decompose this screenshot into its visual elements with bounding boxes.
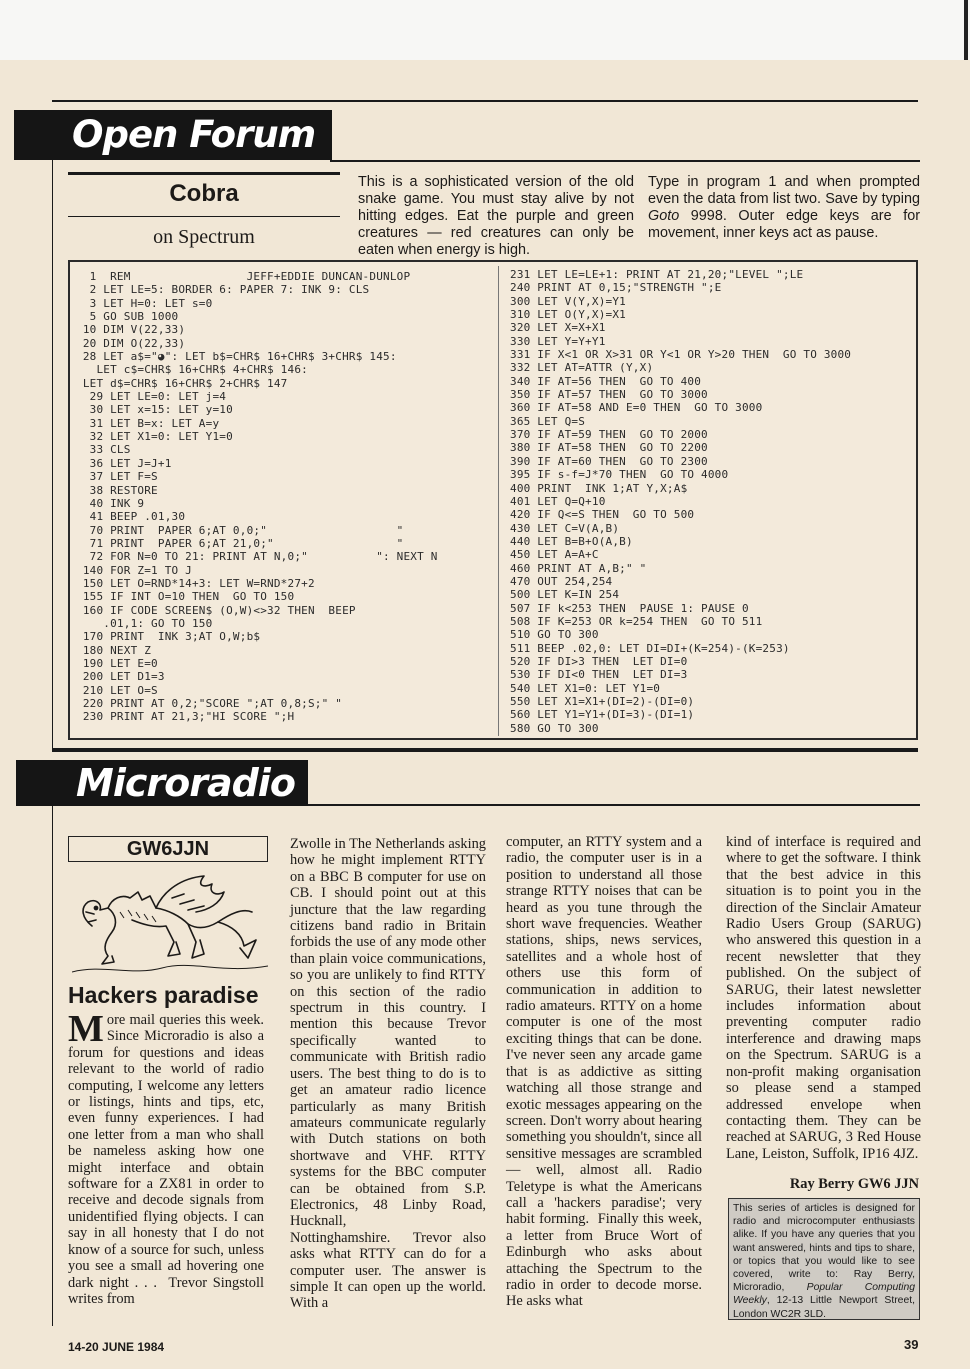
issue-date: 14-20 JUNE 1984 [68,1340,165,1354]
program-listing-right: 231 LET LE=LE+1: PRINT AT 21,20;"LEVEL ";LE 240 PRINT AT 0,15;"STRENGTH ";E 300 LET V(Y,X)=Y1 310 LET O(Y,X)=X1 320 LET X=X+X1 330 LET Y=Y+Y1 331 IF X<1 OR X>31 OR Y<1 OR Y>20 THEN GO TO 3000 332 LET AT=ATTR (Y,X) 340 IF AT=56 THEN GO TO 400 350 IF AT=57 THEN GO TO 3000 360 IF AT=58 AND E=0 THEN GO TO 3000 365 LET Q=S 370 IF AT=59 THEN GO TO 2000 380 IF AT=58 THEN GO TO 2200 390 IF AT=60 THEN GO TO 2300 395 IF s-f=J*70 THEN GO TO 4000 400 PRINT INK 1;AT Y,X;A$ 401 LET Q=Q+10 420 IF Q<=S THEN GO TO 500 430 LET C=V(A,B) 440 LET B=B+O(A,B) 450 LET A=A+C 460 PRINT AT A,B;" " 470 OUT 254,254 500 LET K=IN 254 507 IF k<253 THEN PAUSE 1: PAUSE 0 508 IF K=253 OR k=254 THEN GO TO 511 510 GO TO 300 511 BEEP .02,0: LET DI=DI+(K=254)-(K=253) 520 IF DI>3 THEN LET DI=0 530 IF DI<0 THEN LET DI=3 540 LET X1=0: LET Y1=0 550 LET X1=X1+(DI=2)-(DI=0) 560 LET Y1=Y1+(DI=3)-(DI=1) 580 GO TO 300 [510,268,852,735]
article-column-2: Zwolle in The Netherlands asking how he might implement RTTY on a BBC B computer for use on CB. I should point out at this juncture that the law regarding citizens band radio in Britain forbids the use of any mode other than plain voice communications, so you are unlikely to find RTTY on this section of the radio spectrum in this country. I mention this because Trevor specifically wanted to communicate with British radio users. The best thing to do is to get an amateur radio licence particularly as many British amateurs communicate regularly with Dutch stations on both shortwave and VHF. RTTY systems for the BBC computer can be obtained from S.P. Electronics, 48 Linby Road, Hucknall, Nottinghamshire. Trevor also asks what RTTY can do for a computer user. The answer is simple It can open up the world. With a [290,836,486,1312]
top-rule [52,100,918,102]
article-column-1 [68,1008,264,1307]
goto-keyword: Goto [648,208,680,224]
article-column-3: computer, an RTTY system and a radio, the computer user is in a position to understand all those strange RTTY noises that can be heard as you tune through the short wave frequencies. Weather stations, ships, news services, satellites and a whole host of others use this form of communication in addition to radio amateurs. RTTY on a home computer is one of the most exciting things that can be done. I've never seen any arcade game that is as addictive as sitting watching all those strange and exotic messages appearing on the screen. Don't worry about hearing something you shouldn't, since all sensitive messages are scrambled — well, almost all. Radio Teletype is what the Americans call a 'hackers paradise'; very habit forming. Finally this week, a letter from Bruce Wort of Edinburgh who asks about attaching the Spectrum to the radio in order to decode morse. He asks what [506,834,702,1310]
microradio-header-rule [308,804,920,806]
cobra-rule-mid [68,216,340,217]
microradio-banner [16,760,308,806]
page-number: 39 [904,1337,919,1352]
listing-column-divider [498,266,499,736]
note-text-a: This series of articles is designed for radio and microcomputer enthusiasts alike. If you have any queries that you want answered, hints and tips to share, or topics that you would like to see covered, write to: Ray Berry, Microradio, [733,1203,915,1294]
binding-edge [964,0,968,60]
header-rule [330,160,920,162]
article-column-4: kind of interface is required and where to get the software. I think that the best advice in this situation is to point you in the direction of the Sinclair Amateur Radio Users Group (SARUG) who answered this question in a recent newsletter that they published. On the subject of SARUG, their latest newsletter includes information about preventing computer radio interference and drawing maps on the Spectrum. SARUG is a non-profit making organisation so please send a stamped addressed envelope when contacting them. They can be reached at SARUG, 3 Red House Lane, Leiston, Suffolk, IP16 4JZ. [726,834,921,1162]
article-subtitle: on Spectrum [153,226,255,248]
publication-name: Popular Computing Weekly [733,1282,916,1307]
instructions-paragraph [648,174,920,242]
column-1-text: ore mail queries this week. Since Microradio is also a forum for questions and ideas relevant to the world of radio computing, I welcome any letters or listings, hints and tips, etc, even funny experiences. I had one letter from a man who shall be nameless asking how one might interface and obtain software for a ZX81 in order to receive and decode signals from unidentified flying objects. I can say in all honesty that I do not know of a source for such, unless you see a small ad hovering one dark night . . . Trevor Singstoll writes from [68,1012,264,1307]
section-title: Open Forum [72,113,316,156]
open-forum-banner [14,110,332,160]
microradio-margin-rule [52,806,53,1326]
microradio-headline: Hackers paradise [68,982,259,1008]
program-listing-left: 1 REM JEFF+EDDIE DUNCAN-DUNLOP 2 LET LE=5: BORDER 6: PAPER 7: INK 9: CLS 3 LET H=0: LET s=0 5 GO SUB 1000 10 DIM V(22,33) 20 DIM O(22,33) 28 LET a$="◕": LET b$=CHR$ 16+CHR$ 3+CHR$ 145: LET c$=CHR$ 16+CHR$ 4+CHR$ 146: LET d$=CHR$ 16+CHR$ 2+CHR$ 147 29 LET LE=0: LET j=4 30 LET x=15: LET y=10 31 LET B=x: LET A=y 32 LET X1=0: LET Y1=0 33 CLS 36 LET J=J+1 37 LET F=S 38 RESTORE 40 INK 9 41 BEEP .01,30 70 PRINT PAPER 6;AT 0,0;" " 71 PRINT PAPER 6;AT 21,0;" " 72 FOR N=0 TO 21: PRINT AT N,0;" ": NEXT N 140 FOR Z=1 TO J 150 LET O=RND*14+3: LET W=RND*27+2 155 IF INT O=10 THEN GO TO 150 160 IF CODE SCREEN$ (O,W)<>32 THEN BEEP .01,1: GO TO 150 170 PRINT INK 3;AT O,W;b$ 180 NEXT Z 190 LET E=0 200 LET D1=3 210 LET O=S 220 PRINT AT 0,2;"SCORE ";AT 0,8;S;" " 230 PRINT AT 21,3;"HI SCORE ";H [82,270,438,724]
section-rule [52,748,918,752]
note-text-b: , 12-13 Little Newport Street, London WC2R 3LD. [733,1295,915,1320]
cobra-rule-top [68,172,340,175]
section-title: Microradio [76,761,295,805]
callsign-panel [68,836,268,980]
contact-note [728,1198,920,1320]
left-margin-rule [52,160,53,750]
instructions-text-a: Type in program 1 and when prompted even the data from list two. Save by typing [648,174,920,207]
welsh-dragon-icon [72,868,268,978]
instructions-text-b: 9998. Outer edge keys are for movement, inner keys act as pause. [648,208,920,241]
drop-cap: M [68,1008,104,1050]
intro-paragraph: This is a sophisticated version of the old snake game. You must stay alive by not hitting edges. Eat the purple and green creatures — red creatures can only be eaten when energy is high. [358,174,634,258]
page-top-margin [0,0,970,60]
callsign-label: GW6JJN [68,836,268,862]
author-signoff: Ray Berry GW6 JJN [789,1176,919,1192]
article-title: Cobra [169,180,239,207]
